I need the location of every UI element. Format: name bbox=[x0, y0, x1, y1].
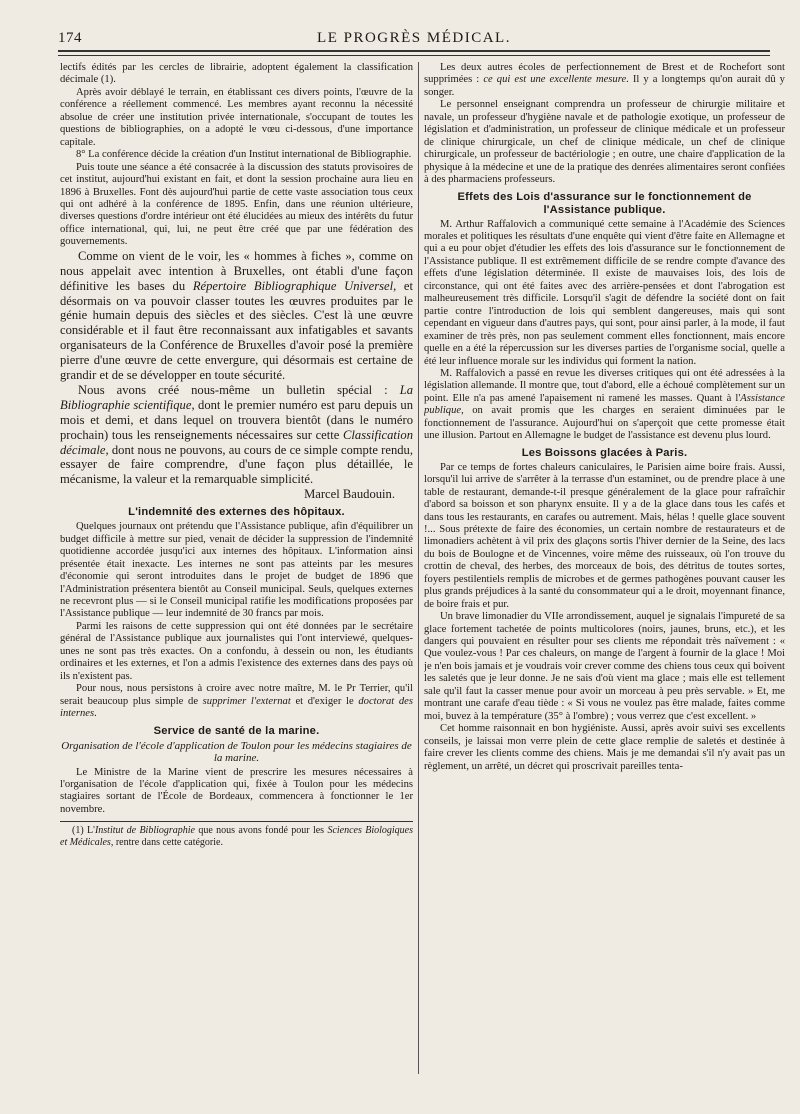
italic-title: Classification décimale bbox=[60, 427, 413, 457]
text-run: . Il y a longtemps qu'on aurait dû y songer. bbox=[424, 74, 785, 98]
text-run: Comme on vient de le voir, les « hommes à fiches », comme on nous appelait avec intention à Bruxelles, ont établi d'une façon définitive les bases du bbox=[60, 248, 413, 293]
text-run: et d'exiger le bbox=[290, 695, 359, 707]
section-heading: L'indemnité des externes des hôpitaux. bbox=[128, 506, 345, 519]
text-run: M. Raffalovich a passé en revue les diverses critiques qui ont été adressées à la législation allemande. Il montre que, tout d'abord, elle a échoué complètement sur un point. Elle n'a pas amené l'apaisement ni ramené les masses. Quant à l' bbox=[424, 367, 785, 404]
header-rule-thin bbox=[58, 55, 770, 56]
paragraph bbox=[60, 383, 413, 487]
journal-title: LE PROGRÈS MÉDICAL. bbox=[317, 30, 511, 46]
paragraph bbox=[60, 249, 413, 383]
paragraph: Le personnel enseignant comprendra un professeur de chirurgie militaire et navale, un professeur d'hygiène navale et de pathologie exotique, un professeur de législation et d'administration, un professeur de clinique médicale et un professeur de clinique chirurgicale, un chef de clinique médicale, un chef de clinique chirurgicale, un professeur de bactériologie ; en outre, une chaire d'application de la physique à la médecine et une de la pratique des denrées alimentaires seront confiées à des pharmaciens professeurs. bbox=[424, 99, 785, 186]
italic-phrase: ce qui est une excellente mesure bbox=[483, 74, 627, 86]
section-heading: Service de santé de la marine. bbox=[153, 724, 320, 737]
left-column bbox=[60, 62, 413, 1074]
paragraph: Puis toute une séance a été consacrée à la discussion des statuts provisoires de cet institut, aujourd'hui existant en fait, et dont la session prochaine aura lieu en 1896 à Bruxelles. Font dès aujourd'hui partie de cette vaste association tous ceux qui ont adhéré à la conférence de 1895. Enfin, dans une réunion ultérieure, diverses questions d'ordre intérieur ont été élucidées au mieux des intérêts du futur office international, qui, lui, ne peut être créé que par une fédération des gouvernements. bbox=[60, 161, 413, 248]
section-heading: Effets des Lois d'assurance sur le fonctionnement de l'Assistance publique. bbox=[457, 190, 752, 216]
paragraph: Le Ministre de la Marine vient de prescrire les mesures nécessaires à l'organisation de l'école d'application qui, fixée à Toulon pour les médecins stagiaires sortant de l'École de Bordeaux, commencera à fonctionner le 1er novembre. bbox=[60, 766, 413, 815]
header-rule-thick bbox=[58, 50, 770, 52]
paragraph: M. Arthur Raffalovich a communiqué cette semaine à l'Académie des Sciences morales et politiques les résultats d'une enquête qui vient d'être faite en Allemagne et qui a eu pour objet d'étudier les effets des lois d'assurance sur le fonctionnement de l'Assistance publique. Il est extrêmement difficile de se rendre compte d'avance des effets d'une législation déterminée. Il existe de mauvaises lois, des lois de circonstance, qui ont été faites avec des arrière-pensées et dont l'abrogation est malheureusement très difficile. Lorsqu'il s'agit de défendre la société dont on fait partie contre l'introduction de lois qui semblent dangereuses, mais qui sont cependant en vigueur dans d'autres pays, qui sont, pour ainsi parler, à la mode, il faut examiner de très près, non pas seulement comment elles fonctionnent, mais encore quelle en a été la répercussion sur les diverses parties de l'organisme social, quelle a été leur influence morale sur les individus qui forment la nation. bbox=[424, 218, 785, 367]
italic-phrase: Assistance publique bbox=[424, 392, 785, 417]
italic-title: Institut de Bibliographie bbox=[94, 825, 195, 837]
paragraph: Par ce temps de fortes chaleurs caniculaires, le Parisien aime boire frais. Aussi, lorsqu'il lui arrive de s'arrêter à la terrasse d'un estaminet, ou de prendre place à une table de restaurant, demande-t-il presque généralement de la glace pour rafraîchir d'abord sa boisson et son pharynx ensuite. Il y a de la glace dans tous les cafés et dans tous les restaurants, en carafes ou autrement. Mais, hélas ! quelle glace souvent !... Sous prétexte de faire des économies, un certain nombre de restaurateurs et de limonadiers achètent à vil prix des glaçons sortis l'hiver dernier de la Seine, des lacs du bois de Boulogne et de Vincennes, voire même des ruisseaux, où l'on trouve du crottin de cheval, des herbes, des morceaux de bois, des détritus de toutes sortes, foyers pestilentiels remplis de microbes et de germes pathogènes pouvant causer les plus grands préjudices à la santé du consommateur qui a le droit, moyennant finance, de boire frais et pur. bbox=[424, 461, 785, 610]
italic-phrase: supprimer l'externat bbox=[202, 695, 291, 707]
text-run: , on avait promis que les charges en seraient diminuées par le fonctionnement de l'assurance. Aujourd'hui on s'aperçoit que cette promesse était une illusion. Partout en Allemagne le budget de l'assistance est devenu plus lourd. bbox=[424, 405, 785, 442]
footnote-rule bbox=[60, 821, 413, 822]
paragraph: Après avoir déblayé le terrain, en établissant ces divers points, l'œuvre de la conférence a réellement commencé. Les membres ayant reconnu la nécessité absolue de créer une institution privée internationale, s'occupant de toutes les questions de bibliographies, on a adopté le vœu ci-dessous, d'une importance capitale. bbox=[60, 86, 413, 148]
italic-phrase: doctorat des internes bbox=[60, 695, 413, 720]
text-run: , et désormais on va pouvoir classer toutes les œuvres produites par le génie humain depuis des siècles et des siècles. C'est là une œuvre considérable et il faut être reconnaissant aux infatigables et savants organisateurs de la Conférence de Bruxelles d'avoir posé la première pierre d'une œuvre de cette envergure, qui désormais est certaine de grandir et de se développer en toute sécurité. bbox=[60, 278, 413, 383]
paragraph: lectifs édités par les cercles de librairie, adoptent également la classification décimale (1). bbox=[60, 62, 413, 86]
column-divider bbox=[418, 62, 419, 1074]
page-number: 174 bbox=[58, 30, 82, 46]
section-heading: Les Boissons glacées à Paris. bbox=[521, 446, 688, 459]
paragraph bbox=[60, 683, 413, 720]
italic-title: Sciences Biologiques et Médicales bbox=[60, 825, 413, 849]
text-run: , rentre dans cette catégorie. bbox=[110, 837, 223, 849]
right-column bbox=[424, 62, 785, 1102]
paragraph: Quelques journaux ont prétendu que l'Assistance publique, afin d'équilibrer un budget difficile à mettre sur pied, venait de décider la suppression de l'indemnité quotidienne accordée jusqu'ici aux internes des hôpitaux. L'information ainsi présentée était inexacte. Les internes ne sont pas atteints par les mesures d'économie qui seront introduites dans le projet de budget de 1896 que l'Administration présentera bientôt au Conseil municipal. Seuls, quelques externes ne recevront plus — si le Conseil municipal ratifie les modifications proposées par l'Assistance publique — leur indemnité de 30 francs par mois. bbox=[60, 521, 413, 620]
text-run: Nous avons créé nous-même un bulletin spécial : bbox=[78, 382, 400, 397]
paragraph: 8° La conférence décide la création d'un Institut international de Bibliographie. bbox=[76, 149, 412, 161]
text-run: . bbox=[94, 708, 97, 720]
paragraph bbox=[424, 62, 785, 99]
text-run: , dont le premier numéro est paru depuis un mois et demi, et dans lequel on trouvera bientôt (dans le numéro prochain) tous les renseignements nécessaires sur cette bbox=[60, 397, 413, 442]
text-run: Pour nous, nous persistons à croire avec notre maître, M. le Pr Terrier, qu'il serait beaucoup plus simple de bbox=[60, 683, 413, 707]
section-subtitle: Organisation de l'école d'application de Toulon pour les médecins stagiaires de la marine. bbox=[61, 739, 412, 765]
author-signature: Marcel Baudouin. bbox=[304, 487, 395, 502]
italic-title: La Bibliographie scientifique bbox=[60, 382, 413, 412]
text-run: Les deux autres écoles de perfectionnement de Brest et de Rochefort sont supprimées : bbox=[424, 62, 785, 86]
paragraph: Un brave limonadier du VIIe arrondissement, auquel je signalais l'impureté de sa glace fortement tachetée de points multicolores (noirs, jaunes, bruns, etc.), et les dangers qui pouvaient en résulter pour ses clients me répondait très naïvement : « Que voulez-vous ! Par ces chaleurs, on mange de l'argent à fournir de la glace ! Moi je n'en bois jamais et je voudrais voir crever comme des chiens tous ceux qui boivent les saletés que je leur donne. Je ne sais d'où vient ma glace ; mais elle est tellement sale qu'il faut la casser menue pour avoir un morceau à peu près servable. » Et, me montrant une carafe d'eau tiède : « Si vous ne voulez pas être malade, faites comme moi, buvez à la température (35° à l'ombre) ; vous verrez que c'est excellent. » bbox=[424, 611, 785, 722]
footnote bbox=[60, 825, 413, 849]
text-run: que nous avons fondé pour les bbox=[195, 825, 328, 837]
paragraph: Cet homme raisonnait en bon hygiéniste. Aussi, après avoir suivi ses excellents conseils, je laissai mon verre plein de cette glace remplie de saletés et destinée à faire crever les clients comme des chiens. Mais je me demandai s'il n'y avait pas un règlement, un arrêté, un décret qui proscrivait pareilles tenta- bbox=[424, 723, 785, 772]
italic-title: Répertoire Bibliographique Universel bbox=[192, 278, 394, 293]
text-run: (1) L' bbox=[72, 825, 95, 837]
paragraph bbox=[424, 368, 785, 443]
page-header bbox=[58, 30, 770, 50]
text-run: , dont nous ne pouvons, au cours de ce simple compte rendu, essayer de faire comprendre, d'une façon plus détaillée, le mécanisme, la valeur et la remarquable simplicité. bbox=[60, 442, 413, 487]
paragraph: Parmi les raisons de cette suppression qui ont été données par le secrétaire général de l'Assistance publique aux journalistes qui l'ont interviewé, quelques-unes ne sont pas très exactes. On a confondu, à dessein ou non, les étudiants ordinaires et les externes, et l'on a admis l'existence des externes dans des pays où ils n'existent pas. bbox=[60, 620, 413, 682]
